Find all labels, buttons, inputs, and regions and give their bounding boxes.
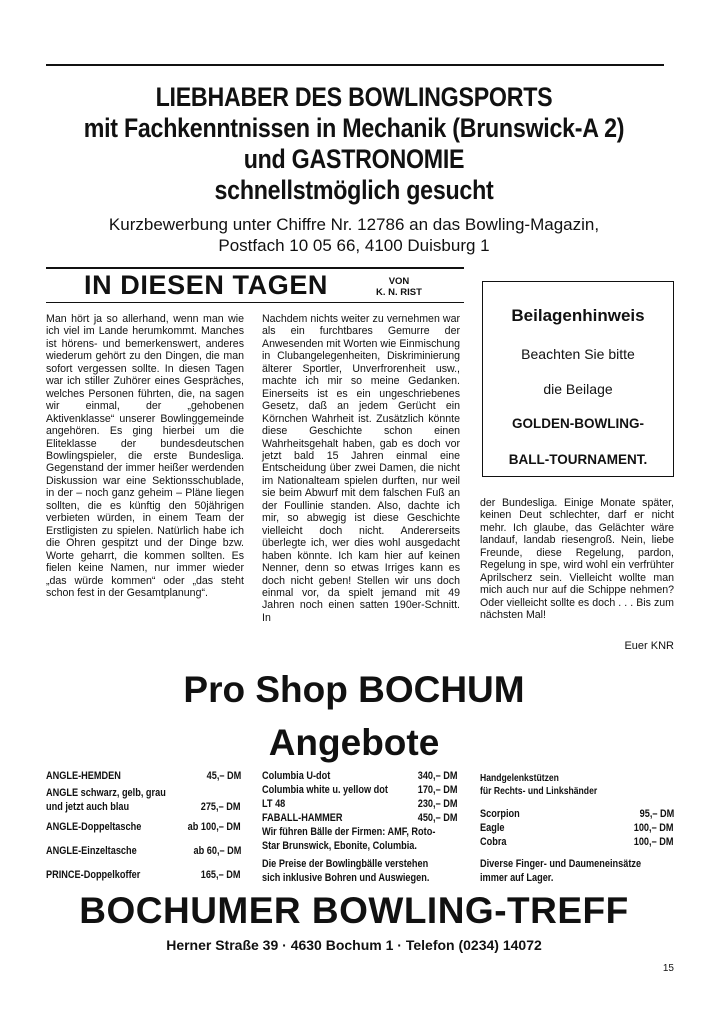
offer-right-price-1: 100,– DM xyxy=(634,822,674,834)
offer-mid-name-0: Columbia U-dot xyxy=(262,770,331,782)
offer-mid-name-2: LT 48 xyxy=(262,798,286,810)
job-ad-line2: mit Fachkenntnissen in Mechanik (Brunswick-A 2) xyxy=(83,113,625,143)
offer-mid-price-2: 230,– DM xyxy=(418,798,458,810)
article-col1-text: Man hört ja so allerhand, wenn man wie ich viel im Lande herumkommt. Manches ist hörens- und bemerkenswert, anderes wiederum gehört zu den Dingen, die man sofort vergessen sollte. In diesen Tagen war ich stiller Zuhörer eines Gespräches, welches Personen führten, die, na sagen wir einmal, der „gehobenen Aktivenklasse“ unserer Bowlinggemeinde angehören. Es ging hierbei um die Eliteklasse der bundesdeutschen Bowlingspieler, die erste Bundesliga. Gegenstand der immer heißer werdenden Diskussion war eine Sektionsschublade, in der – noch ganz geheim – Pläne liegen sollten, die es künftig den 50jährigen verbieten würden, in einem Team der Erstligisten zu spielen. Natürlich habe ich die Ohren gespitzt und der Dinge bzw. Worte geharrt, die kommen sollten. Es fielen keine Namen, nur immer wieder „das würde kommen“ oder „das steht schon fest in der Gesamtplanung“. xyxy=(46,313,244,599)
offer-right-text2: immer auf Lager. xyxy=(480,872,554,884)
offer-left-price-2: 275,– DM xyxy=(201,801,241,813)
job-ad-line4: schnellstmöglich gesucht xyxy=(214,175,494,205)
byline-name: K. N. RIST xyxy=(376,286,422,298)
article-col2-text: Nachdem nichts weiter zu vernehmen war als ein furchtbares Gemurre der Anwesenden mit Worten wie Einmischung in Clubangelegenheiten, Diskriminierung älterer Sportler, Unverfrorenheit usw., machte ich mir so meine Gedanken. Einerseits ist es ein ungeschriebenes Gesetz, daß an jedem Gerücht ein Körnchen Wahrheit ist. Zusätzlich könnte diese Geschichte schon einen Wahrheitsgehalt haben, gab es doch vor jetzt bald 15 Jahren einmal eine Entscheidung über zwei Damen, die nicht im Nationalteam spielen durften, nur weil sie beim Abwurf mit dem falschen Fuß an der Foullinie standen. Also, dachte ich mir, so abwegig ist diese Geschichte vielleicht doch nicht. Andererseits überlegte ich, wer dies wohl ausgedacht haben könnte. Ich kam hier auf keinen Nenner, denn so etwas Irriges kann es doch nicht geben! Stellen wir uns doch einmal vor, da spielt jemand mit 49 Jahren noch einen satten 190er-Schnitt. In xyxy=(262,313,460,624)
byline-von: VON xyxy=(388,276,410,287)
offer-mid-text4: sich inklusive Bohren und Auswiegen. xyxy=(262,872,430,884)
notice-line3: GOLDEN-BOWLING- xyxy=(512,416,644,431)
notice-box xyxy=(482,281,674,477)
offer-mid-price-0: 340,– DM xyxy=(418,770,458,782)
offer-right-head1: Handgelenkstützen xyxy=(480,772,559,784)
proshop-headline: Pro Shop BOCHUM xyxy=(183,669,525,710)
article-column-1 xyxy=(46,313,244,655)
offer-left-name-5: PRINCE-Doppelkoffer xyxy=(46,869,141,881)
job-ad-line1: LIEBHABER DES BOWLINGSPORTS xyxy=(155,82,553,112)
angebote-headline: Angebote xyxy=(268,722,440,763)
offer-mid-text3: Die Preise der Bowlingbälle verstehen xyxy=(262,858,429,870)
offer-mid-text1: Wir führen Bälle der Firmen: AMF, Roto- xyxy=(262,826,436,838)
offer-left-price-0: 45,– DM xyxy=(206,770,241,782)
offer-left-name-4: ANGLE-Einzeltasche xyxy=(46,845,137,857)
notice-line4: BALL-TOURNAMENT. xyxy=(508,452,648,467)
offer-mid-price-1: 170,– DM xyxy=(418,784,458,796)
page-number: 15 xyxy=(662,963,674,974)
notice-line1: Beachten Sie bitte xyxy=(521,346,635,362)
offer-right-price-0: 95,– DM xyxy=(639,808,674,820)
article-col3-text: der Bundesliga. Einige Monate später, keinen Deut schlechter, darf er nicht mehr. Ich glaube, das Gelächter wäre landauf, landab riesengroß. Nein, liebe Freunde, diese Regelung, pardon, Regelung in spe, wird wohl ein verfrühter Aprilscherz sein. Vielleicht wollte man mich auch nur auf die Schippe nehmen? Oder vielleicht sollte es doch . . . Bis zum nächsten Mal! xyxy=(480,497,674,622)
article-top-rule xyxy=(46,267,464,269)
offer-left-name-1: ANGLE schwarz, gelb, grau xyxy=(46,787,166,799)
offer-left-name-0: ANGLE-HEMDEN xyxy=(46,770,121,782)
offer-right-name-1: Eagle xyxy=(480,822,505,834)
offer-mid-name-1: Columbia white u. yellow dot xyxy=(262,784,388,796)
offer-mid-price-3: 450,– DM xyxy=(418,812,458,824)
article-title: IN DIESEN TAGEN xyxy=(84,270,329,300)
offer-mid-name-3: FABALL-HAMMER xyxy=(262,812,343,824)
notice-title: Beilagenhinweis xyxy=(511,306,645,325)
offer-left-name-3: ANGLE-Doppeltasche xyxy=(46,821,142,833)
store-name: BOCHUMER BOWLING-TREFF xyxy=(79,890,629,931)
offer-right-head2: für Rechts- und Linkshänder xyxy=(480,785,598,797)
offer-left-price-4: ab 60,– DM xyxy=(193,845,241,857)
job-ad-sub1: Kurzbewerbung unter Chiffre Nr. 12786 an das Bowling-Magazin, xyxy=(108,215,600,234)
notice-line2: die Beilage xyxy=(543,381,613,397)
offer-right-text1: Diverse Finger- und Daumeneinsätze xyxy=(480,858,642,870)
offer-left-name-2: und jetzt auch blau xyxy=(46,801,130,813)
article-column-2 xyxy=(262,313,460,655)
job-ad xyxy=(0,82,708,206)
article-bottom-rule xyxy=(46,302,464,303)
offer-right-price-2: 100,– DM xyxy=(634,836,674,848)
offer-right-name-0: Scorpion xyxy=(480,808,520,820)
offer-mid-text2: Star Brunswick, Ebonite, Columbia. xyxy=(262,840,417,852)
article-column-3 xyxy=(480,497,674,637)
top-rule xyxy=(46,64,664,66)
article-signature: Euer KNR xyxy=(624,640,674,652)
job-ad-line3: und GASTRONOMIE xyxy=(243,144,465,174)
offer-left-price-5: 165,– DM xyxy=(201,869,241,881)
job-ad-sub2: Postfach 10 05 66, 4100 Duisburg 1 xyxy=(218,236,490,255)
job-ad-contact xyxy=(0,214,708,256)
store-address: Herner Straße 39 · 4630 Bochum 1 · Telefon (0234) 14072 xyxy=(166,937,542,953)
offer-left-price-3: ab 100,– DM xyxy=(187,821,241,833)
article-byline xyxy=(366,277,432,298)
offer-right-name-2: Cobra xyxy=(480,836,507,848)
